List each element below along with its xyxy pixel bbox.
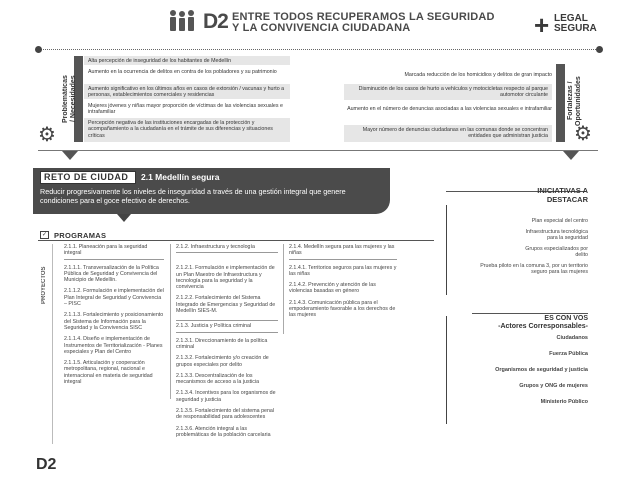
project-item: 2.1.3.5. Fortalecimiento del sistema penal de responsabilidad para adolescentes xyxy=(176,408,275,421)
opportunity-item: Aumento en el número de denuncias asociadas a las violencias sexuales e intrafamiliar xyxy=(347,106,552,112)
divider xyxy=(38,49,598,50)
program-header: 2.1.1. Planeación para la seguridad integral xyxy=(64,244,164,260)
divider xyxy=(52,244,53,444)
arrow-down-icon xyxy=(117,214,131,222)
problem-item: Aumento significativo en los últimos años en casos de extorsión / vacunas y hurto a personas, establecimientos comerciales y residencias xyxy=(84,84,290,99)
project-item: 2.1.3.3. Descentralización de los mecanismos de acceso a la justicia xyxy=(176,372,260,386)
section-code: D2 xyxy=(203,10,228,33)
divider xyxy=(38,150,598,151)
divider xyxy=(446,205,447,295)
actor-item: Ministerio Público xyxy=(540,399,588,405)
gear-icon: ⚙ xyxy=(574,123,592,145)
actor-item: Grupos y ONG de mujeres xyxy=(519,383,588,389)
project-item: 2.1.1.2. Formulación e implementación del Plan Integral de Seguridad y Convivencia – PISC xyxy=(64,288,164,308)
initiative-item: Grupos especializados por delito xyxy=(525,246,588,259)
divider xyxy=(446,316,447,424)
initiative-item: Prueba piloto en la comuna 3, por un territorio seguro para las mujeres xyxy=(480,263,588,276)
program-column xyxy=(64,244,164,390)
project-item: 2.1.3.6. Atención integral a las problemáticas de la población carcelaria xyxy=(176,425,271,438)
problems-label: Problemáticas / Necesidades xyxy=(62,75,77,123)
opportunity-item: Marcada reducción de los homicidios y delitos de gran impacto xyxy=(404,72,552,78)
program-header: 2.1.3. Justicia y Política criminal xyxy=(176,320,278,332)
project-item: 2.1.2.2. Fortalecimiento del Sistema Integrado de Emergencias y Seguridad de Medellín SIES-M. xyxy=(176,295,276,315)
project-item: 2.1.2.1. Formulación e implementación de un Plan Maestro de Infraestructura y tecnología para la seguridad y la convivencia xyxy=(176,265,275,291)
people-icon xyxy=(168,9,202,33)
arrow-down-icon xyxy=(563,151,579,160)
problem-item: Mujeres jóvenes y niñas mayor proporción de víctimas de las violencias sexuales e intrafamiliar xyxy=(84,101,290,116)
initiative-item: Plan especial del centro xyxy=(531,218,588,224)
divider-dot xyxy=(596,46,603,53)
opportunities-band xyxy=(556,64,565,142)
problem-item: Aumento en la ocurrencia de delitos en contra de los pobladores y su patrimonio xyxy=(84,67,290,82)
actor-item: Fuerza Pública xyxy=(549,351,588,357)
initiative-item: Infraestructura tecnológica para la seguridad xyxy=(525,229,588,242)
arrow-down-icon xyxy=(62,151,78,160)
project-item: 2.1.1.5. Articulación y cooperación metropolitana, regional, nacional e internacional en materia de seguridad integral xyxy=(64,360,153,386)
project-item: 2.1.1.4. Diseño e implementación de Instrumentos de Territorialización - Planes especiales y Plan del Centro xyxy=(64,336,163,355)
project-item: 2.1.4.2. Prevención y atención de las violencias basadas en género xyxy=(289,282,376,295)
project-item: 2.1.1.3. Fortalecimiento y posicionamiento del Sistema de Información para la Seguridad y la Convivencia SISC xyxy=(64,312,164,331)
project-item: 2.1.4.1. Territorios seguros para las mujeres y las niñas xyxy=(289,264,397,277)
reto-subtitle: 2.1 Medellín segura xyxy=(141,172,220,182)
actor-item: Ciudadanos xyxy=(556,335,588,341)
reto-label: RETO DE CIUDAD xyxy=(40,171,136,184)
problem-item: Percepción negativa de las instituciones encargadas de la protección y acompañamiento a la ciudadanía en el trámite de sus diferencias y situaciones críticas xyxy=(84,118,290,142)
project-item: 2.1.1.1. Transversalización de la Política Pública de Seguridad y Convivencia del Municipio de Medellín. xyxy=(64,264,159,284)
divider xyxy=(283,244,284,334)
program-column xyxy=(289,244,397,324)
reto-description: Reducir progresivamente los niveles de inseguridad a través de una gestión integral que genere condiciones para el goce efectivo de derechos. xyxy=(40,187,346,205)
opportunity-item: Mayor número de denuncias ciudadanas en las comunas donde se concentran entidades que administran justicia xyxy=(344,125,552,142)
page-title: ENTRE TODOS RECUPERAMOS LA SEGURIDAD Y LA CONVIVENCIA CIUDADANA xyxy=(232,11,495,34)
program-header: 2.1.4. Medellín segura para las mujeres y las niñas xyxy=(289,244,397,260)
actors-title: ES CON VOS -Actores Corresponsables- xyxy=(472,313,588,330)
problem-item: Alta percepción de inseguridad de los habitantes de Medellín xyxy=(84,56,290,65)
footer-code: D2 xyxy=(36,456,57,473)
checklist-icon: ✓ xyxy=(41,232,48,238)
initiatives-title: INICIATIVAS A DESTACAR xyxy=(537,186,588,204)
project-item: 2.1.4.3. Comunicación pública para el empoderamiento favorable a los derechos de las mujeres xyxy=(289,299,396,319)
gear-icon: ⚙ xyxy=(38,124,56,146)
opportunity-item: Disminución de los casos de hurto a vehículos y motocicletas respecto al parque automotor circulante xyxy=(344,84,552,100)
project-item: 2.1.3.1. Direccionamiento de la política criminal xyxy=(176,337,268,350)
project-item: 2.1.3.2. Fortalecimiento y/o creación de grupos especiales por delito xyxy=(176,355,269,368)
opportunities-label: Fortalezas / Oportunidades xyxy=(567,76,582,126)
program-column xyxy=(176,244,278,443)
actor-item: Organismos de seguridad y justicia xyxy=(495,367,588,373)
project-item: 2.1.3.4. Incentivos para los organismos de seguridad y justicia xyxy=(176,390,276,403)
program-header: 2.1.2. Infraestructura y tecnología xyxy=(176,244,278,253)
divider xyxy=(170,244,171,399)
divider-dot xyxy=(35,46,42,53)
projects-label: PROYECTOS xyxy=(41,266,47,304)
programs-title: PROGRAMAS xyxy=(54,231,107,240)
